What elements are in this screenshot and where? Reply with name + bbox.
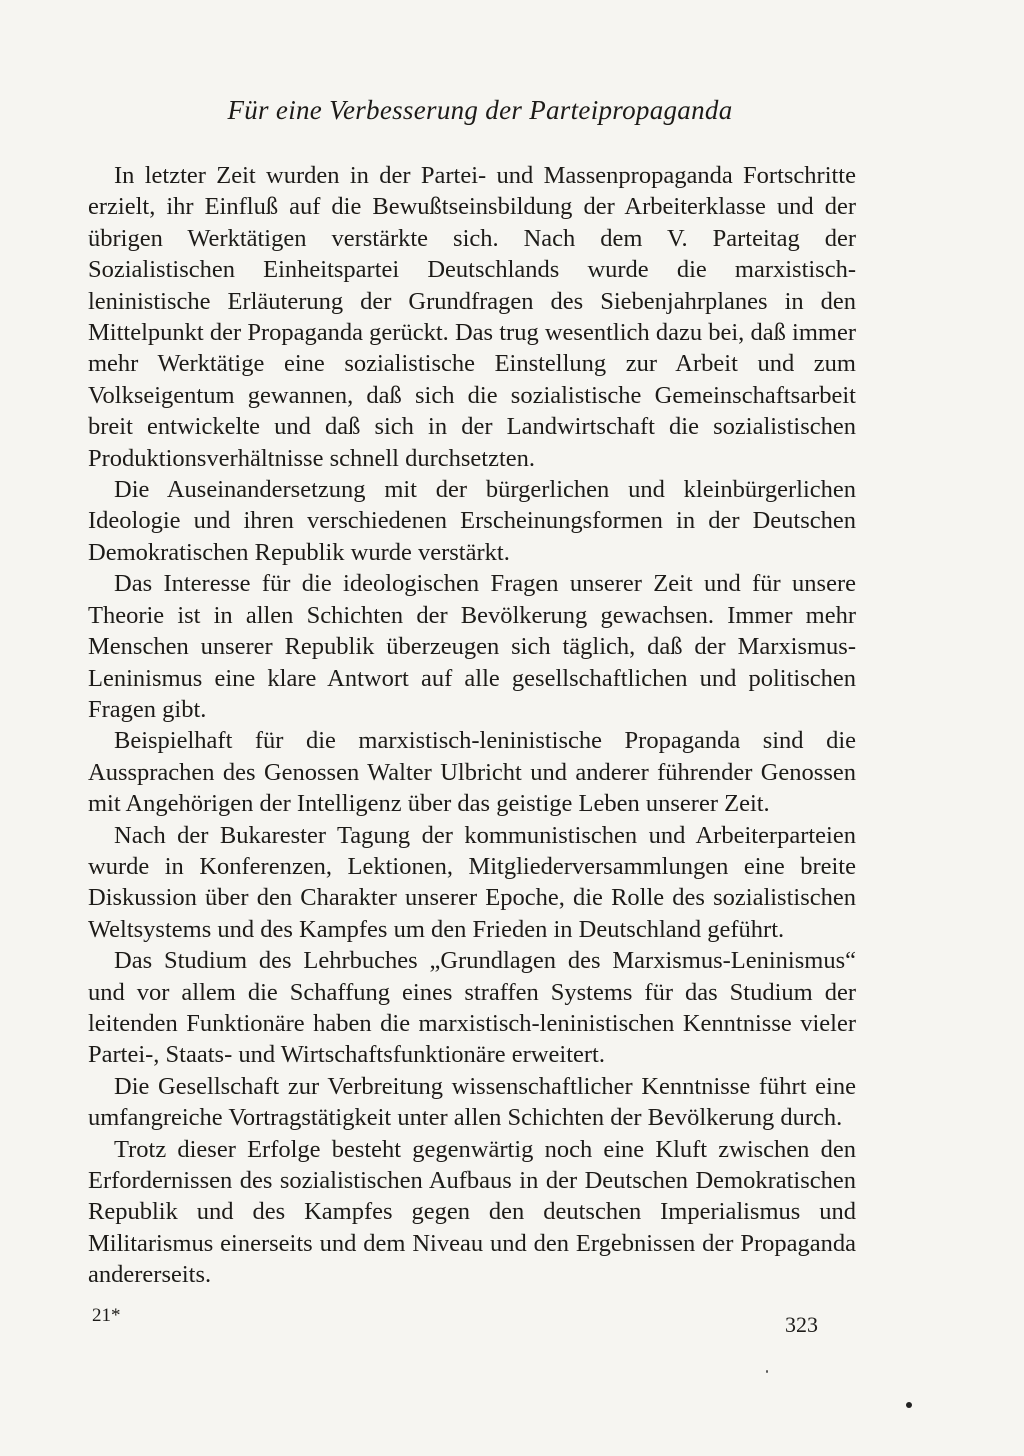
running-head: Für eine Verbesserung der Parteipropaganda <box>227 95 733 125</box>
paragraph: Nach der Bukarester Tagung der kommunistischen und Arbeiterparteien wurde in Konferenzen, Lektionen, Mitgliederversammlungen eine breite Diskussion über den Charakter unserer Epoche, die Rolle des sozialistischen Weltsystems und des Kampfes um den Frieden in Deutschland geführt. <box>88 821 856 943</box>
paragraph: Die Gesellschaft zur Verbreitung wissenschaftlicher Kenntnisse führt eine umfangreiche Vortragstätigkeit unter allen Schichten der Bevölkerung durch. <box>88 1072 856 1132</box>
paragraph: Das Interesse für die ideologischen Fragen unserer Zeit und für unsere Theorie ist in allen Schichten der Bevölkerung gewachsen. Immer mehr Menschen unserer Republik überzeugen sich täglich, daß der Marxismus-Leninismus eine klare Antwort auf alle gesellschaftlichen und politischen Fragen gibt. <box>88 570 856 723</box>
signature-mark: 21* <box>92 1305 121 1326</box>
body-text <box>88 160 856 1291</box>
scan-speck <box>906 1402 912 1408</box>
scan-speck <box>766 1370 768 1373</box>
paragraph: In letzter Zeit wurden in der Partei- und Massenpropaganda Fortschritte erzielt, ihr Einfluß auf die Bewußtseinsbildung der Arbeiterklasse und der übrigen Werktätigen verstärkte sich. Nach dem V. Parteitag der Sozialistischen Einheitspartei Deutschlands wurde die marxistisch-leninistische Erläuterung der Grundfragen des Siebenjahrplanes in den Mittelpunkt der Propaganda gerückt. Das trug wesentlich dazu bei, daß immer mehr Werktätige eine sozialistische Einstellung zur Arbeit und zum Volkseigentum gewannen, daß sich die sozialistische Gemeinschaftsarbeit breit entwickelte und daß sich in der Landwirtschaft die sozialistischen Produktionsverhältnisse schnell durchsetzten. <box>88 162 856 472</box>
page-number: 323 <box>785 1312 818 1337</box>
paragraph: Das Studium des Lehrbuches „Grundlagen des Marxismus-Leninismus“ und vor allem die Schaffung eines straffen Systems für das Studium der leitenden Funktionäre haben die marxistisch-leninistischen Kenntnisse vieler Partei-, Staats- und Wirtschaftsfunktionäre erweitert. <box>88 947 856 1069</box>
paragraph: Beispielhaft für die marxistisch-leninistische Propaganda sind die Aussprachen des Genossen Walter Ulbricht und anderer führender Genossen mit Angehörigen der Intelligenz über das geistige Leben unserer Zeit. <box>88 727 856 818</box>
paragraph: Trotz dieser Erfolge besteht gegenwärtig noch eine Kluft zwischen den Erfordernissen des sozialistischen Aufbaus in der Deutschen Demokratischen Republik und des Kampfes gegen den deutschen Imperialismus und Militarismus einerseits und dem Niveau und den Ergebnissen der Propaganda andererseits. <box>88 1135 856 1289</box>
paragraph: Die Auseinandersetzung mit der bürgerlichen und kleinbürgerlichen Ideologie und ihren verschiedenen Erscheinungsformen in der Deutschen Demokratischen Republik wurde verstärkt. <box>88 476 856 566</box>
